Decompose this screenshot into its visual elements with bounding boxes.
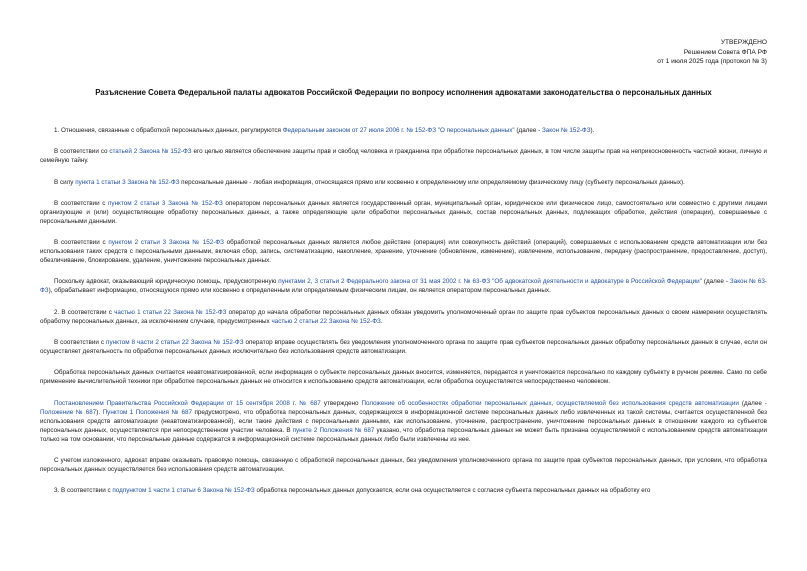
legal-reference-link[interactable]: пунктом 2 статьи 3 Закона № 152-ФЗ (108, 199, 223, 207)
paragraph-text: В соответствии с (54, 239, 109, 247)
paragraph (40, 199, 767, 226)
paragraph-text: 2. В соответствии с (54, 308, 115, 316)
paragraph (40, 486, 767, 495)
paragraph (40, 308, 767, 326)
legal-reference-link[interactable]: подпунктом 1 части 1 статьи 6 Закона № 152-ФЗ (112, 487, 255, 495)
paragraph-text: персональные данные - любая информация, относящаяся прямо или косвенно к определенному или определяемому физическому лицу (субъекту персональных данных). (179, 178, 685, 186)
paragraph-text: В соответствии с (54, 199, 109, 207)
paragraph (40, 456, 767, 474)
paragraph (40, 126, 767, 135)
paragraph (40, 238, 767, 265)
paragraph-text: (далее - (738, 399, 767, 407)
legal-reference-link[interactable]: частью 2 статьи 22 Закона № 152-ФЗ (271, 317, 381, 325)
paragraph-text: С учетом изложенного, адвокат вправе оказывать правовую помощь, связанную с обработкой персональных данных, без уведомления уполномоченного органа по защите прав субъектов персональных данных, при условии, что обработка персональных данных осуществляется без использования средств автоматизации. (40, 456, 767, 473)
legal-reference-link[interactable]: статьей 2 Закона № 152-ФЗ (109, 148, 192, 156)
approval-line: от 1 июля 2025 года (протокол № 3) (657, 58, 767, 66)
legal-reference-link[interactable]: Закон № 63-ФЗ (40, 278, 768, 295)
legal-reference-link[interactable]: Положение об особенностях обработки персональных данных, осуществляемой без использования средств автоматизации (361, 399, 739, 407)
paragraph-text: обработка персональных данных допускается, если она осуществляется с согласия субъекта персональных данных на обработку его (254, 487, 651, 495)
paragraph-text: 3. В соответствии с (54, 487, 113, 495)
legal-reference-link[interactable]: Постановлением Правительства Российской Федерации от 15 сентября 2008 г. № 687 (54, 399, 321, 407)
approval-stamp (657, 38, 767, 67)
legal-reference-link[interactable]: пунктом 2 статьи 3 Закона № 152-ФЗ (108, 239, 224, 247)
paragraph (40, 338, 767, 356)
paragraph-text: утверждено (320, 399, 362, 407)
paragraph-text: его целью является обеспечение защиты прав и свобод человека и гражданина при обработке персональных данных, в том числе защиты прав на неприкосновенность частной жизни, личную и семейную тайну. (40, 148, 767, 165)
paragraph-text: оператор до начала обработки персональных данных обязан уведомить уполномоченный орган по защите прав субъектов персональных данных о своем намерении осуществлять обработку персональных данных, за исключением случаев, предусмотренных (40, 308, 767, 325)
paragraph-text: ), обрабатывает информацию, относящуюся прямо или косвенно к определенным или определяемым физическим лицам, он является оператором персональных данных. (48, 287, 551, 295)
paragraph-text: Поскольку адвокат, оказывающий юридическую помощь, предусмотренную (54, 278, 279, 286)
legal-reference-link[interactable]: Федеральным законом от 27 июля 2006 г. № 152-ФЗ "О персональных данных" (282, 127, 515, 134)
paragraph-text: ). (590, 127, 595, 134)
paragraph-text: обработкой персональных данных является любое действие (операция) или совокупность действий (операций), совершаемых с использованием средств автоматизации или без использования таких средств с персональными данными, включая сбор, запись, систематизацию, накопление, хранение, уточнение (обновление, изменение), извлечение, использование, передачу (распространение, предоставление, доступ), обезличивание, блокирование, удаление, уничтожение персональных данных. (40, 239, 768, 265)
paragraph-text: В соответствии со (54, 148, 110, 156)
paragraph (40, 368, 767, 386)
paragraph (40, 277, 767, 295)
paragraph-text: ). (96, 408, 103, 416)
paragraph-text: (далее - (701, 278, 730, 286)
legal-reference-link[interactable]: пункте 2 Положения № 687 (292, 426, 375, 434)
paragraph-text: Обработка персональных данных считается неавтоматизированной, если информация о субъекте персональных данных вносится, изменяется, передается и уничтожается персонально по каждому субъекту в ручном режиме. Само по себе применение вычислительной техники при обработке персональных данных не относится к использованию средств автоматизации, если обработка осуществляется непосредственно человеком. (40, 369, 767, 386)
legal-reference-link[interactable]: Пунктом 1 Положения № 687 (102, 408, 192, 416)
paragraph-text: оператором персональных данных является государственный орган, муниципальный орган, юридическое или физическое лицо, самостоятельно или совместно с другими лицами организующие и (или) осуществляющие обработку персональных данных, а также определяющие цели обработки персональных данных, состав персональных данных, подлежащих обработке, действия (операции), совершаемые с персональными данными. (40, 199, 768, 225)
paragraph-text: В силу (54, 178, 76, 186)
legal-reference-link[interactable]: Положение № 687 (40, 408, 97, 416)
paragraph-text: указано, что обработка персональных данных не может быть признана осуществляемой с использованием средств автоматизации только на том основании, что персональные данные содержатся в информационной системе персональных данных либо были извлечены из нее. (40, 426, 768, 443)
legal-reference-link[interactable]: пунктами 2, 3 статьи 2 Федерального закона от 31 мая 2002 г. № 63-ФЗ "Об адвокатской деятельности и адвокатуре в Российской Федерации" (278, 278, 702, 286)
paragraph (40, 178, 767, 187)
paragraph (40, 147, 767, 165)
paragraph-text: (далее - (514, 127, 542, 134)
paragraph-text: . (380, 317, 383, 325)
paragraph-text: 1. Отношения, связанные с обработкой персональных данных, регулируются (54, 127, 283, 134)
legal-reference-link[interactable]: пунктом 8 части 2 статьи 22 Закона № 152-ФЗ (106, 338, 244, 346)
document-title: Разъяснение Совета Федеральной палаты адвокатов Российской Федерации по вопросу исполнения адвокатами законодательства о персональных данных (95, 88, 712, 97)
paragraph-text: предусмотрено, что обработка персональных данных, содержащихся в информационной системе персональных данных либо извлеченных из такой системы, считается осуществленной без использования средств автоматизации (неавтоматизированной), если такие действия с персональными данными, как использование, уточнение, распространение, уничтожение персональных данных в отношении каждого из субъектов персональных данных, осуществляются при непосредственном участии человека. В (40, 408, 767, 434)
approval-line: Решением Совета ФПА РФ (683, 48, 767, 56)
paragraph-text: В соответствии с (54, 338, 107, 346)
document-body (40, 126, 767, 507)
paragraph (40, 399, 767, 444)
legal-reference-link[interactable]: частью 1 статьи 22 Закона № 152-ФЗ (114, 308, 227, 316)
approval-line: УТВЕРЖДЕНО (720, 39, 767, 46)
legal-reference-link[interactable]: Закон № 152-ФЗ (541, 127, 591, 134)
paragraph-text: оператор вправе осуществлять без уведомления уполномоченного органа по защите прав субъектов персональных данных обработку персональных данных в случае, если он осуществляет деятельность по обработке персональных данных исключительно без использования средств автоматизации. (40, 338, 767, 356)
legal-reference-link[interactable]: пункта 1 статьи 3 Закона № 152-ФЗ (75, 178, 180, 186)
